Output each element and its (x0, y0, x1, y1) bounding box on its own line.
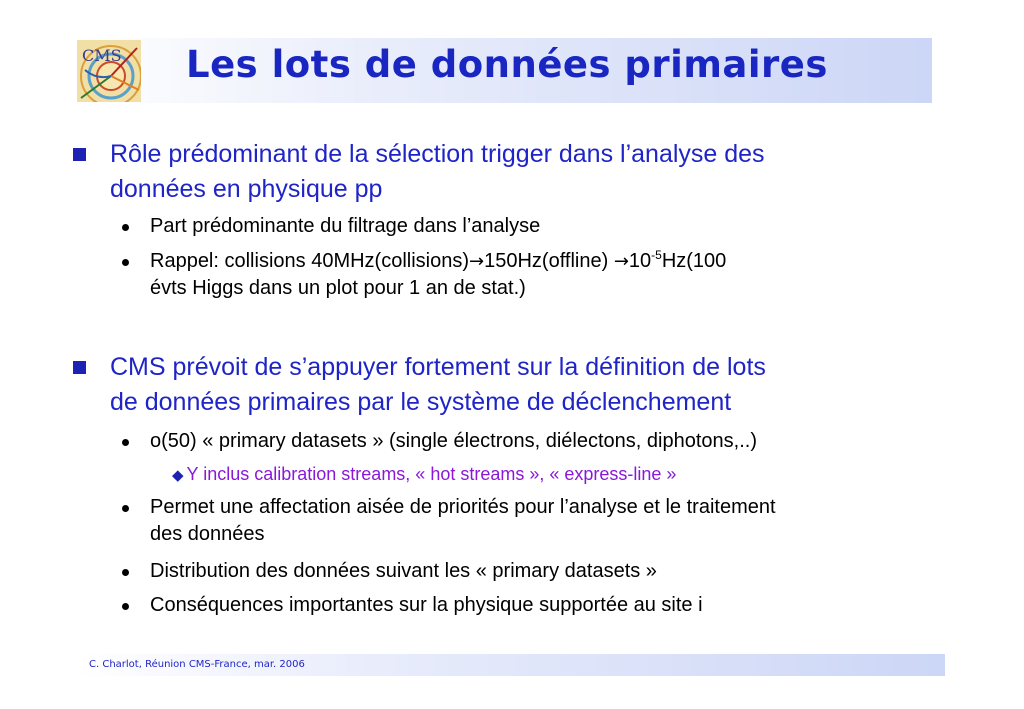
arrow-right-icon: → (613, 251, 629, 272)
footer-text: C. Charlot, Réunion CMS-France, mar. 2006 (89, 659, 305, 670)
sub-bullet-text: Conséquences importantes sur la physique supportée au site i (150, 594, 703, 616)
bullet-text-line: données en physique pp (110, 175, 383, 203)
sub-bullet (150, 558, 657, 585)
square-bullet-icon (73, 361, 86, 374)
sub-bullet (150, 428, 757, 455)
bullet-text-line: CMS prévoit de s’appuyer fortement sur la définition de lots (110, 353, 766, 381)
sub-bullet (150, 494, 776, 548)
round-bullet-icon (122, 603, 129, 610)
sub-bullet-text: o(50) « primary datasets » (single électrons, diélectons, diphotons,..) (150, 430, 757, 452)
sub-bullet-text: Part prédominante du filtrage dans l’analyse (150, 215, 541, 237)
sub-sub-bullet-text: Y inclus calibration streams, « hot streams », « express-line » (186, 464, 677, 484)
sub-bullet-text: Distribution des données suivant les « primary datasets » (150, 560, 657, 582)
bullet-text-line: Rôle prédominant de la sélection trigger dans l’analyse des (110, 140, 765, 168)
sub-sub-bullet (172, 462, 676, 488)
round-bullet-icon (122, 224, 129, 231)
sub-bullet-text: des données (150, 523, 265, 545)
round-bullet-icon (122, 569, 129, 576)
page-title: Les lots de données primaires (186, 43, 828, 86)
sub-bullet-text: Permet une affectation aisée de priorités pour l’analyse et le traitement (150, 496, 776, 518)
round-bullet-icon (122, 439, 129, 446)
cms-logo (77, 40, 141, 102)
diamond-bullet-icon: ◆ (172, 467, 184, 484)
sub-bullet (150, 592, 703, 619)
sub-bullet-text: Rappel: collisions 40MHz(collisions)→150Hz(offline) $\to 10^{-5}Hz(100$ (150, 248, 727, 272)
svg-text:CMS: CMS (82, 46, 122, 65)
bullet-section-1 (110, 137, 765, 207)
square-bullet-icon (73, 148, 86, 161)
bullet-section-2 (110, 350, 766, 420)
arrow-right-icon: → (469, 251, 485, 272)
sub-bullet (150, 248, 726, 302)
bullet-text-line: de données primaires par le système de déclenchement (110, 388, 732, 416)
exponent: -5 (651, 248, 662, 262)
round-bullet-icon (122, 259, 129, 266)
sub-bullet (150, 213, 540, 240)
round-bullet-icon (122, 505, 129, 512)
sub-bullet-text: évts Higgs dans un plot pour 1 an de stat.) (150, 277, 526, 299)
